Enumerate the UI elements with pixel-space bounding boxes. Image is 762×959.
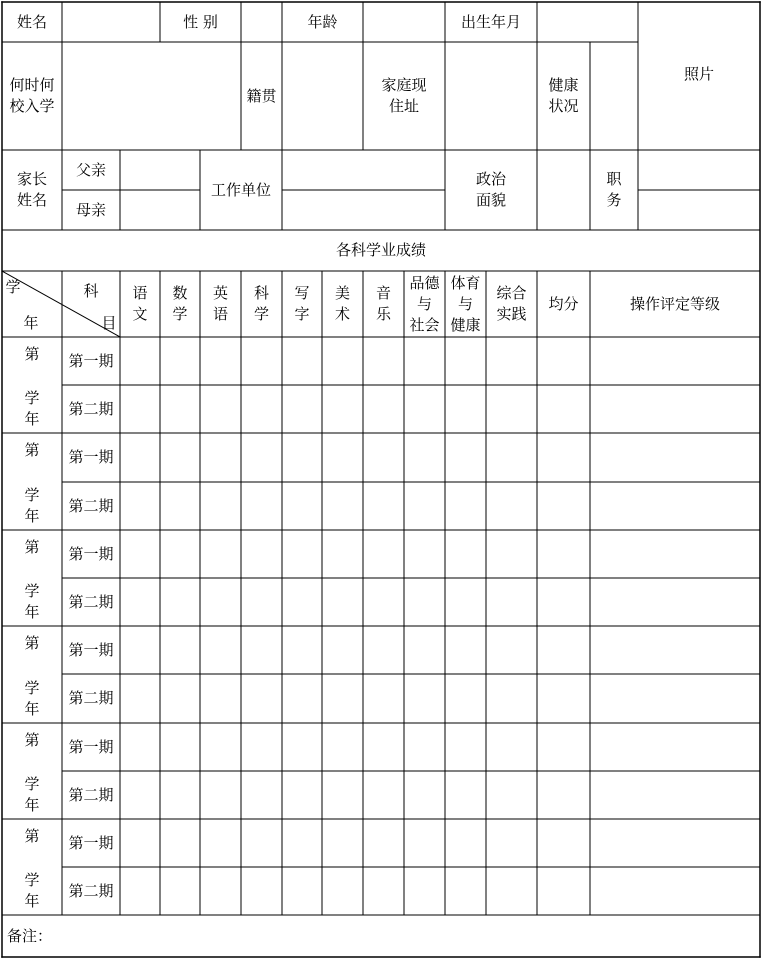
grade-cell[interactable] <box>160 626 200 674</box>
grade-cell[interactable] <box>486 337 537 385</box>
subject-header: 语 文 <box>132 284 148 323</box>
year-label-first: 第 <box>24 730 40 749</box>
grade-cell[interactable] <box>322 723 363 771</box>
operation-cell[interactable] <box>590 819 760 867</box>
average-cell[interactable] <box>537 337 590 385</box>
grade-cell[interactable] <box>160 530 200 578</box>
grade-cell[interactable] <box>120 771 160 819</box>
grade-cell[interactable] <box>404 578 445 626</box>
average-cell[interactable] <box>537 578 590 626</box>
grade-cell[interactable] <box>363 482 404 530</box>
grade-cell[interactable] <box>160 337 200 385</box>
grade-cell[interactable] <box>282 337 322 385</box>
grade-cell[interactable] <box>160 771 200 819</box>
grade-cell[interactable] <box>282 530 322 578</box>
political-label: 政治 面貌 <box>475 170 506 209</box>
grade-cell[interactable] <box>445 482 486 530</box>
operation-cell[interactable] <box>590 337 760 385</box>
grade-cell[interactable] <box>445 578 486 626</box>
admission-value[interactable] <box>62 42 241 150</box>
year-label-rest: 学 年 <box>24 678 40 718</box>
term1-label: 第一期 <box>68 640 114 659</box>
operation-cell[interactable] <box>590 482 760 530</box>
grade-cell[interactable] <box>363 626 404 674</box>
grade-cell[interactable] <box>200 867 241 915</box>
operation-cell[interactable] <box>590 626 760 674</box>
gender-value[interactable] <box>241 2 282 42</box>
grade-cell[interactable] <box>241 626 282 674</box>
corner-top-left: 学 <box>5 277 21 296</box>
grade-cell[interactable] <box>486 723 537 771</box>
term1-label: 第一期 <box>68 351 114 370</box>
gender-label: 性 别 <box>183 12 218 31</box>
mother-position-value[interactable] <box>638 190 760 230</box>
average-cell[interactable] <box>537 385 590 433</box>
grade-cell[interactable] <box>363 771 404 819</box>
operation-cell[interactable] <box>590 674 760 723</box>
subject-header: 品德 与 社会 <box>409 273 440 334</box>
grade-cell[interactable] <box>363 337 404 385</box>
grade-cell[interactable] <box>160 385 200 433</box>
mother-political-value[interactable] <box>537 190 590 230</box>
grade-cell[interactable] <box>200 819 241 867</box>
grade-cell[interactable] <box>160 819 200 867</box>
operation-cell[interactable] <box>590 385 760 433</box>
grade-cell[interactable] <box>241 337 282 385</box>
grade-cell[interactable] <box>363 723 404 771</box>
health-value[interactable] <box>590 42 638 150</box>
grade-cell[interactable] <box>120 867 160 915</box>
operation-cell[interactable] <box>590 578 760 626</box>
grade-cell[interactable] <box>200 674 241 723</box>
grade-cell[interactable] <box>282 578 322 626</box>
remarks-label: 备注： <box>7 926 53 945</box>
grade-cell[interactable] <box>160 723 200 771</box>
grade-cell[interactable] <box>404 723 445 771</box>
grade-cell[interactable] <box>404 337 445 385</box>
birth-value[interactable] <box>537 2 638 42</box>
grade-cell[interactable] <box>445 626 486 674</box>
subject-header: 综合 实践 <box>496 284 527 323</box>
grade-cell[interactable] <box>120 819 160 867</box>
grade-cell[interactable] <box>160 867 200 915</box>
grade-cell[interactable] <box>200 723 241 771</box>
grade-cell[interactable] <box>445 867 486 915</box>
operation-cell[interactable] <box>590 433 760 482</box>
subject-header: 写 字 <box>294 284 310 323</box>
grade-cell[interactable] <box>282 819 322 867</box>
name-label: 姓名 <box>16 12 47 31</box>
grade-cell[interactable] <box>160 674 200 723</box>
grade-cell[interactable] <box>322 385 363 433</box>
grade-cell[interactable] <box>322 578 363 626</box>
address-value[interactable] <box>445 42 537 150</box>
grade-cell[interactable] <box>282 385 322 433</box>
grade-cell[interactable] <box>486 482 537 530</box>
grade-cell[interactable] <box>445 385 486 433</box>
year-label-rest: 学 年 <box>24 486 40 525</box>
term2-label: 第二期 <box>68 689 114 707</box>
father-political-value[interactable] <box>537 150 590 190</box>
term1-label: 第一期 <box>68 544 114 563</box>
remarks-value[interactable] <box>122 915 760 957</box>
grade-cell[interactable] <box>200 433 241 482</box>
grade-cell[interactable] <box>241 819 282 867</box>
term2-label: 第二期 <box>68 399 114 418</box>
grade-cell[interactable] <box>241 530 282 578</box>
grade-cell[interactable] <box>363 578 404 626</box>
grade-cell[interactable] <box>282 482 322 530</box>
grade-cell[interactable] <box>363 867 404 915</box>
grade-cell[interactable] <box>445 530 486 578</box>
year-label-first: 第 <box>24 633 40 652</box>
term1-label: 第一期 <box>68 448 114 466</box>
grade-cell[interactable] <box>404 626 445 674</box>
age-label: 年龄 <box>307 12 338 31</box>
grade-cell[interactable] <box>486 433 537 482</box>
year-label-rest: 学 年 <box>24 871 40 910</box>
grade-cell[interactable] <box>322 867 363 915</box>
term2-label: 第二期 <box>68 881 114 900</box>
term1-label: 第一期 <box>68 737 114 756</box>
corner-bottom-left: 年 <box>23 313 39 332</box>
grade-cell[interactable] <box>322 433 363 482</box>
grade-cell[interactable] <box>241 578 282 626</box>
grade-cell[interactable] <box>322 530 363 578</box>
grade-cell[interactable] <box>120 433 160 482</box>
average-cell[interactable] <box>537 674 590 723</box>
grade-cell[interactable] <box>486 867 537 915</box>
grade-cell[interactable] <box>486 578 537 626</box>
grade-cell[interactable] <box>404 867 445 915</box>
grade-cell[interactable] <box>404 482 445 530</box>
grade-cell[interactable] <box>120 482 160 530</box>
grade-cell[interactable] <box>160 482 200 530</box>
average-cell[interactable] <box>537 723 590 771</box>
operation-header: 操作评定等级 <box>629 294 720 313</box>
grade-cell[interactable] <box>200 385 241 433</box>
grade-cell[interactable] <box>486 626 537 674</box>
subject-header: 体育 与 健康 <box>450 273 481 334</box>
grade-cell[interactable] <box>120 578 160 626</box>
average-cell[interactable] <box>537 867 590 915</box>
grade-cell[interactable] <box>200 771 241 819</box>
average-cell[interactable] <box>537 433 590 482</box>
grade-cell[interactable] <box>404 819 445 867</box>
grade-cell[interactable] <box>120 626 160 674</box>
average-cell[interactable] <box>537 482 590 530</box>
grade-cell[interactable] <box>241 723 282 771</box>
grade-cell[interactable] <box>322 771 363 819</box>
grade-cell[interactable] <box>120 674 160 723</box>
grade-cell[interactable] <box>282 771 322 819</box>
grade-cell[interactable] <box>282 433 322 482</box>
health-label: 健康 状况 <box>548 76 579 115</box>
average-cell[interactable] <box>537 626 590 674</box>
year-label-first: 第 <box>24 344 40 363</box>
grade-cell[interactable] <box>282 674 322 723</box>
workplace-label: 工作单位 <box>210 180 271 199</box>
father-label: 父亲 <box>75 160 106 179</box>
subject-header: 数 学 <box>172 284 188 323</box>
grade-cell[interactable] <box>241 482 282 530</box>
grade-cell[interactable] <box>322 626 363 674</box>
corner-bottom-right: 目 <box>101 313 117 332</box>
mother-name-value[interactable] <box>120 190 200 230</box>
grade-cell[interactable] <box>200 482 241 530</box>
subject-header: 音 乐 <box>375 284 391 323</box>
grade-cell[interactable] <box>200 626 241 674</box>
operation-cell[interactable] <box>590 530 760 578</box>
year-label-first: 第 <box>24 440 40 459</box>
section-title: 各科学业成绩 <box>335 241 426 259</box>
grade-cell[interactable] <box>120 385 160 433</box>
average-cell[interactable] <box>537 530 590 578</box>
grade-cell[interactable] <box>363 433 404 482</box>
grade-cell[interactable] <box>486 819 537 867</box>
grade-cell[interactable] <box>445 819 486 867</box>
mother-workplace-value[interactable] <box>282 190 445 230</box>
admission-label: 何时何 校入学 <box>9 76 55 115</box>
position-label: 职 务 <box>606 170 622 209</box>
subject-header: 科 学 <box>253 284 269 323</box>
grade-cell[interactable] <box>120 337 160 385</box>
grade-cell[interactable] <box>241 771 282 819</box>
grade-cell[interactable] <box>445 771 486 819</box>
grade-cell[interactable] <box>241 867 282 915</box>
subject-header: 美 术 <box>334 284 350 323</box>
grade-cell[interactable] <box>404 674 445 723</box>
grade-cell[interactable] <box>445 723 486 771</box>
grade-cell[interactable] <box>200 337 241 385</box>
grade-cell[interactable] <box>322 337 363 385</box>
operation-cell[interactable] <box>590 723 760 771</box>
grade-cell[interactable] <box>120 723 160 771</box>
age-value[interactable] <box>363 2 445 42</box>
grade-cell[interactable] <box>322 674 363 723</box>
native-place-label: 籍贯 <box>246 86 277 105</box>
grade-cell[interactable] <box>322 819 363 867</box>
grade-cell[interactable] <box>445 674 486 723</box>
father-position-value[interactable] <box>638 150 760 190</box>
grade-cell[interactable] <box>120 530 160 578</box>
year-label-first: 第 <box>24 826 40 845</box>
grade-cell[interactable] <box>282 867 322 915</box>
father-workplace-value[interactable] <box>282 150 445 190</box>
grade-cell[interactable] <box>200 578 241 626</box>
year-label-rest: 学 年 <box>24 775 40 814</box>
grade-cell[interactable] <box>363 530 404 578</box>
grade-cell[interactable] <box>160 578 200 626</box>
year-label-rest: 学 年 <box>24 389 40 428</box>
photo-label: 照片 <box>683 65 714 83</box>
grade-cell[interactable] <box>363 819 404 867</box>
grade-cell[interactable] <box>200 530 241 578</box>
native-place-value[interactable] <box>282 42 363 150</box>
name-value[interactable] <box>62 2 160 42</box>
father-name-value[interactable] <box>120 150 200 190</box>
grade-cell[interactable] <box>486 674 537 723</box>
year-label-rest: 学 年 <box>24 582 40 621</box>
birth-label: 出生年月 <box>460 12 521 31</box>
year-label-first: 第 <box>24 537 40 556</box>
operation-cell[interactable] <box>590 771 760 819</box>
term2-label: 第二期 <box>68 785 114 804</box>
average-header: 均分 <box>548 294 579 313</box>
grade-cell[interactable] <box>241 433 282 482</box>
grade-cell[interactable] <box>486 385 537 433</box>
grade-cell[interactable] <box>322 482 363 530</box>
subject-header: 英 语 <box>212 284 228 323</box>
term2-label: 第二期 <box>68 592 114 611</box>
grade-cell[interactable] <box>404 385 445 433</box>
grade-cell[interactable] <box>282 626 322 674</box>
grade-cell[interactable] <box>445 337 486 385</box>
grade-cell[interactable] <box>363 674 404 723</box>
average-cell[interactable] <box>537 819 590 867</box>
grade-cell[interactable] <box>445 433 486 482</box>
grade-cell[interactable] <box>404 771 445 819</box>
grade-cell[interactable] <box>486 530 537 578</box>
grade-cell[interactable] <box>160 433 200 482</box>
grade-cell[interactable] <box>241 385 282 433</box>
corner-top-right: 科 <box>83 281 99 300</box>
grade-cell[interactable] <box>404 530 445 578</box>
grade-cell[interactable] <box>282 723 322 771</box>
address-label: 家庭现 住址 <box>381 76 427 115</box>
mother-label: 母亲 <box>75 200 106 219</box>
operation-cell[interactable] <box>590 867 760 915</box>
term1-label: 第一期 <box>68 833 114 852</box>
grade-cell[interactable] <box>363 385 404 433</box>
grade-cell[interactable] <box>241 674 282 723</box>
grade-cell[interactable] <box>404 433 445 482</box>
average-cell[interactable] <box>537 771 590 819</box>
parents-label: 家长 姓名 <box>16 170 47 209</box>
term2-label: 第二期 <box>68 496 114 515</box>
grade-cell[interactable] <box>486 771 537 819</box>
